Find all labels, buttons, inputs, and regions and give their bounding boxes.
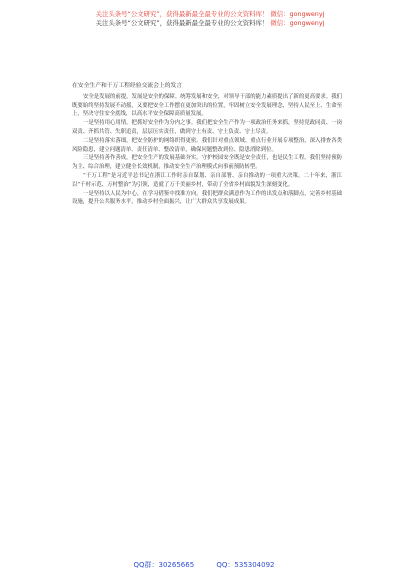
footer-qq-group: QQ群：30265665 [133, 561, 195, 569]
footer-qq: QQ：535304092 [216, 561, 275, 569]
paragraph-3: 二是坚持落实落细，把安全防护的网络织得更密。我们针对重点领域、重点行业开展专项整治，深入排查各类风险隐患，建立问题清单、责任清单、整改清单，确保问题整改到位、隐患消除到位。 [72, 137, 342, 153]
header-wechat-id: 微信：gongwenyj [270, 19, 325, 27]
paragraph-2: 一是坚持用心用情，把抓好安全作为分内之事。我们把安全生产作为一项政治任务来抓，坚持党政同责、一岗双责、齐抓共管、失职追责，层层压实责任，做到守土有责、守土负责、守土尽责。 [72, 120, 342, 135]
header-promo-line-2 [72, 19, 348, 28]
paragraph-6: 一是坚持以人民为中心，在学习借鉴中找准方向。我们把群众满意作为工作的出发点和落脚点，完善乡村基础设施，提升公共服务水平，推动乡村全面振兴，让广大群众共享发展成果。 [72, 190, 342, 206]
document-title: 在安全生产和干万工程经验交流会上的发言 [72, 83, 183, 89]
paragraph-1: 安全是发展的前提，发展是安全的保障。统筹发展和安全，对领导干部的能力素质提出了新的更高要求。我们既要始终坚持发展不动摇，又要把安全工作摆在更加突出的位置，牢固树立安全发展理念，坚持人民至上、生命至上，坚决守住安全底线，以高水平安全保障高质量发展。 [72, 93, 342, 118]
page-footer [0, 560, 408, 576]
paragraph-4: 三是坚持善作善成，把安全生产的发展基础夯实。守护校园安全既是安全责任，也是民生工程。我们坚持预防为主、综合治理，建立健全长效机制，推动安全生产治理模式向事前预防转型。 [72, 155, 342, 171]
document-body [72, 82, 342, 207]
header-promo-text: 关注头条号“公文研究”，获得最新最全最专业的公文资料库！ [95, 19, 269, 27]
header-promo-line: 关注头条号“公文研究”，获得最新最全最专业的公文资料库！ 微信：gongwenyj [95, 10, 325, 18]
paragraph-5: “千万工程”是习近平总书记在浙江工作时亲自谋划、亲自部署、亲自推动的一项重大决策。二十年来，浙江以“千村示范、万村整治”为引领，造就了万千美丽乡村，带动了全省乡村面貌发生深刻变化。 [72, 172, 342, 188]
page-header-banner [72, 6, 348, 34]
